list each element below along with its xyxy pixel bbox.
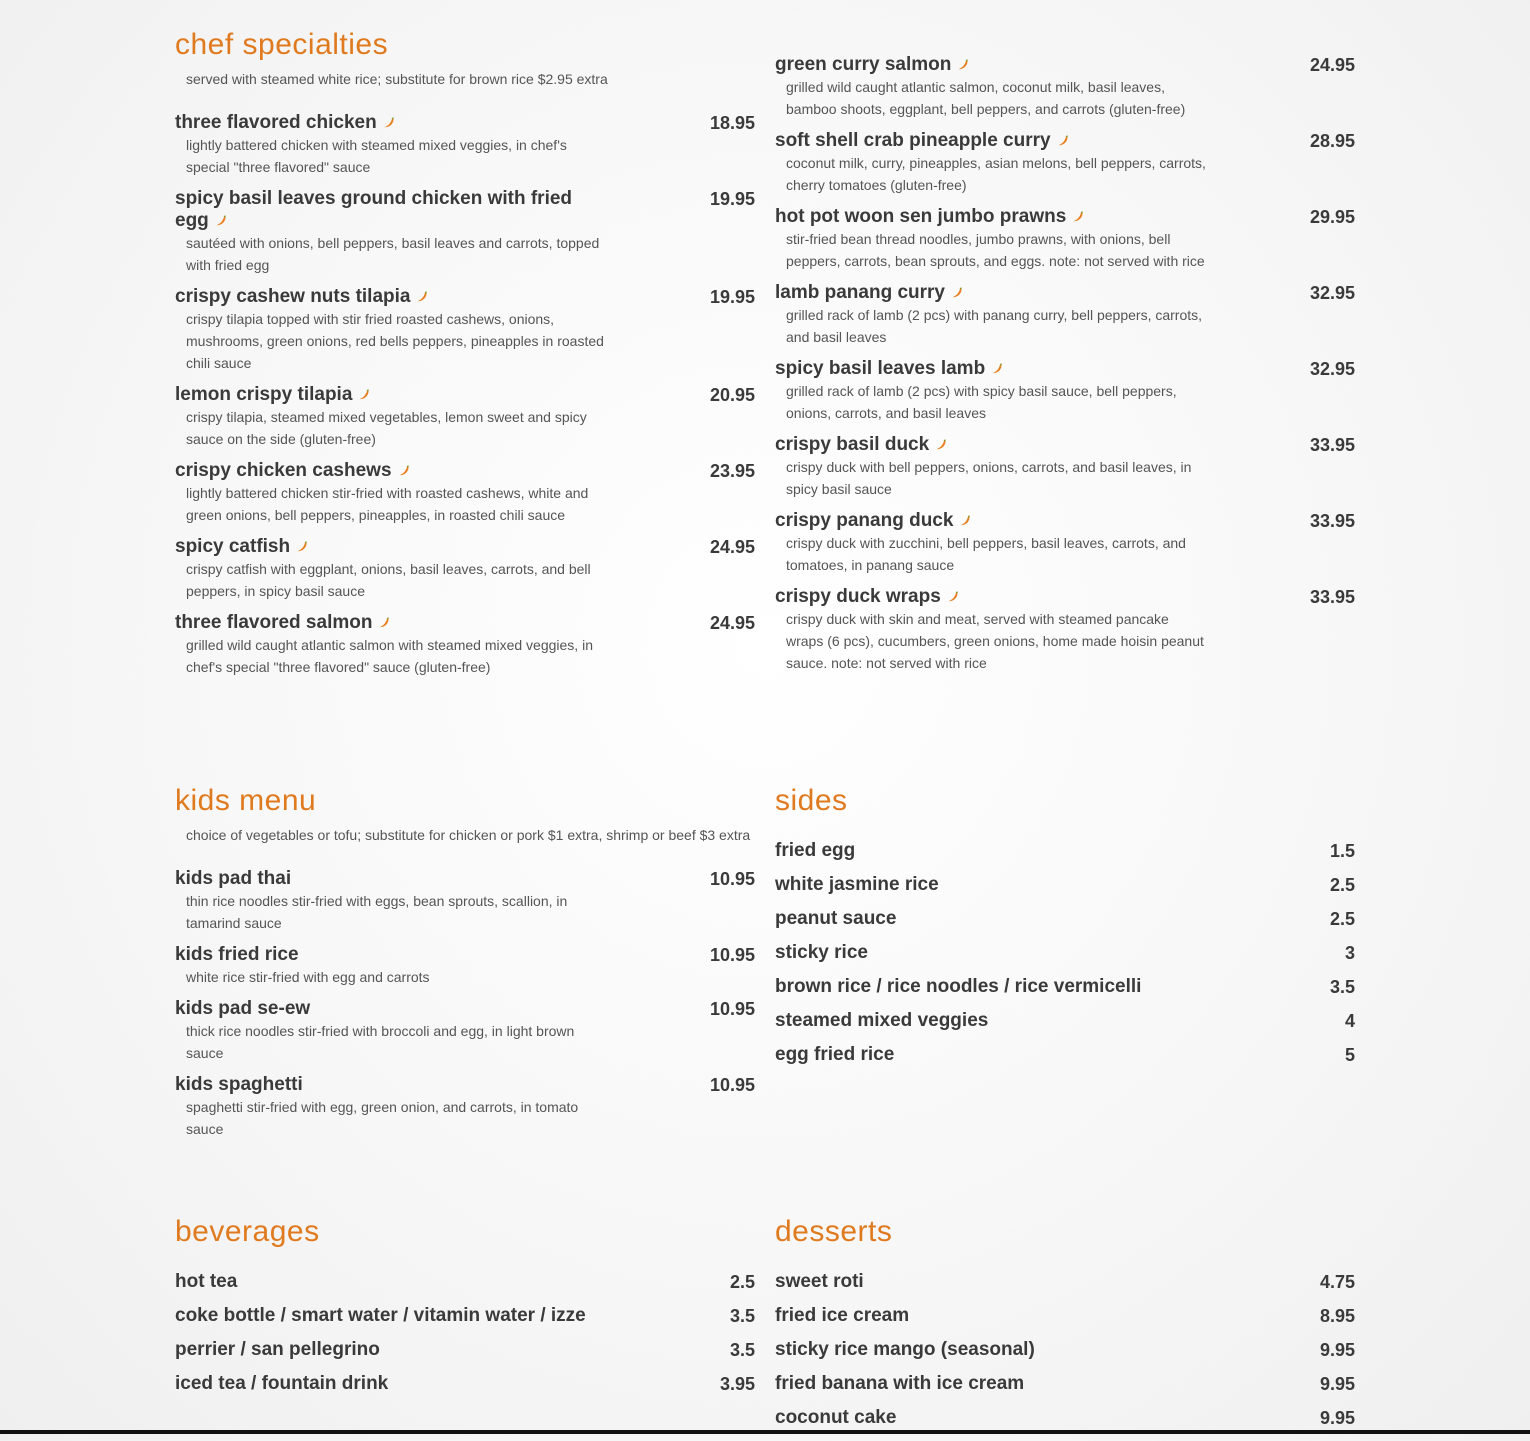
- menu-item-row: [775, 874, 1355, 896]
- chili-pepper-icon: [991, 359, 1003, 371]
- desserts-list: [775, 1271, 1355, 1429]
- menu-item-row: [175, 868, 755, 890]
- kids-menu-section: [175, 784, 755, 1150]
- menu-item-name: [775, 586, 959, 608]
- menu-item: [775, 1373, 1355, 1395]
- menu-item-name-text: fried banana with ice cream: [775, 1373, 1025, 1394]
- menu-item-description: grilled wild caught atlantic salmon with steamed mixed veggies, in chef's special "three flavored" sauce (gluten-free): [186, 637, 593, 675]
- menu-item-row: [175, 188, 755, 232]
- menu-item-price: 24.95: [709, 537, 755, 557]
- bottom-bar: [0, 1430, 1530, 1434]
- beverages-section: [175, 1215, 755, 1407]
- menu-item-name: [175, 944, 299, 966]
- menu-item-name-text: three flavored salmon: [175, 612, 373, 633]
- menu-item-row: [175, 384, 755, 406]
- menu-item-name-text: iced tea / fountain drink: [175, 1373, 389, 1394]
- menu-item-price: 3.95: [719, 1374, 755, 1394]
- menu-item-name-text: coconut cake: [775, 1407, 897, 1428]
- menu-item-row: [775, 1305, 1355, 1327]
- menu-item-name-text: crispy chicken cashews: [175, 460, 392, 481]
- menu-item-price: 28.95: [1309, 131, 1355, 151]
- menu-item-name-text: spicy catfish: [175, 536, 291, 557]
- menu-item-price: 3.5: [1329, 977, 1355, 997]
- menu-item: [175, 286, 755, 374]
- chili-pepper-icon: [935, 435, 947, 447]
- menu-item-price: 4.75: [1319, 1272, 1355, 1292]
- beverages-list: [175, 1271, 755, 1395]
- sides-list: [775, 840, 1355, 1066]
- menu-item: [175, 944, 755, 988]
- menu-item-name-text: spicy basil leaves lamb: [775, 358, 986, 379]
- menu-item-name-text: hot tea: [175, 1271, 238, 1292]
- menu-item-price: 9.95: [1319, 1340, 1355, 1360]
- menu-item-name: [775, 130, 1069, 152]
- menu-item-price: 10.95: [709, 999, 755, 1019]
- menu-item-price: 4: [1344, 1011, 1355, 1031]
- menu-item-name-text: coke bottle / smart water / vitamin water / izze: [175, 1305, 586, 1326]
- menu-item-price: 18.95: [709, 113, 755, 133]
- menu-item-name-text: lemon crispy tilapia: [175, 384, 353, 405]
- menu-item-row: [175, 536, 755, 558]
- menu-item-name-text: hot pot woon sen jumbo prawns: [775, 206, 1067, 227]
- menu-item-name-text: peanut sauce: [775, 908, 897, 929]
- menu-item-price: 5: [1344, 1045, 1355, 1065]
- menu-item-row: [175, 112, 755, 134]
- menu-item: [175, 1305, 755, 1327]
- menu-item-description: sautéed with onions, bell peppers, basil leaves and carrots, topped with fried egg: [186, 235, 600, 273]
- menu-item-name: [175, 612, 390, 634]
- menu-item-price: 24.95: [709, 613, 755, 633]
- menu-item: [175, 460, 755, 526]
- menu-item-price: 9.95: [1319, 1408, 1355, 1428]
- menu-item-name-text: three flavored chicken: [175, 112, 377, 133]
- menu-item-row: [775, 1407, 1355, 1429]
- menu-item-row: [775, 1373, 1355, 1395]
- menu-item: [175, 188, 755, 276]
- menu-item-price: 33.95: [1309, 587, 1355, 607]
- menu-item-name: [775, 54, 969, 76]
- menu-item-name: [775, 908, 896, 930]
- desserts-section: [775, 1215, 1355, 1441]
- menu-item: [175, 868, 755, 934]
- menu-item: [775, 1407, 1355, 1429]
- menu-item-name-text: soft shell crab pineapple curry: [775, 130, 1051, 151]
- menu-item-name-text: brown rice / rice noodles / rice vermicelli: [775, 976, 1142, 997]
- menu-item-name-text: sticky rice: [775, 942, 868, 963]
- menu-item-name: [775, 1044, 894, 1066]
- menu-item-description: thin rice noodles stir-fried with eggs, bean sprouts, scallion, in tamarind sauce: [186, 893, 568, 931]
- chili-pepper-icon: [383, 113, 395, 125]
- menu-item-row: [775, 434, 1355, 456]
- menu-item-row: [175, 612, 755, 634]
- menu-item-description: crispy tilapia topped with stir fried roasted cashews, onions, mushrooms, green onions, red bells peppers, pineapples in roasted chili sauce: [186, 311, 604, 371]
- menu-item-row: [775, 510, 1355, 532]
- menu-item-row: [175, 998, 755, 1020]
- menu-item-row: [775, 908, 1355, 930]
- chili-pepper-icon: [947, 587, 959, 599]
- menu-item-description: crispy tilapia, steamed mixed vegetables, lemon sweet and spicy sauce on the side (gluten-free): [186, 409, 587, 447]
- menu-item-price: 10.95: [709, 945, 755, 965]
- menu-item-name-text: kids spaghetti: [175, 1074, 303, 1095]
- menu-item: [775, 976, 1355, 998]
- menu-item: [775, 1010, 1355, 1032]
- chef-specialties-list-1: [175, 112, 755, 678]
- menu-item-price: 3: [1344, 943, 1355, 963]
- menu-item: [775, 510, 1355, 576]
- menu-item-name: [175, 1373, 388, 1395]
- menu-item-description: grilled rack of lamb (2 pcs) with spicy basil sauce, bell peppers, onions, carrots, and basil leaves: [786, 383, 1177, 421]
- menu-item-description: spaghetti stir-fried with egg, green onion, and carrots, in tomato sauce: [186, 1099, 579, 1137]
- menu-item-price: 10.95: [709, 869, 755, 889]
- menu-item-row: [175, 1074, 755, 1096]
- menu-item: [775, 874, 1355, 896]
- chili-pepper-icon: [957, 55, 969, 67]
- menu-item-name: [775, 1407, 896, 1429]
- menu-item-price: 32.95: [1309, 359, 1355, 379]
- menu-item-price: 3.5: [729, 1306, 755, 1326]
- menu-item: [775, 54, 1355, 120]
- chili-pepper-icon: [951, 283, 963, 295]
- chili-pepper-icon: [416, 287, 428, 299]
- menu-item-row: [175, 1271, 755, 1293]
- menu-item-name: [175, 1305, 586, 1327]
- section-note: served with steamed white rice; substitute for brown rice $2.95 extra: [186, 71, 608, 87]
- menu-item-description: lightly battered chicken stir-fried with roasted cashews, white and green onions, bell peppers, pineapples, in roasted chili sauce: [186, 485, 589, 523]
- menu-item-row: [775, 976, 1355, 998]
- menu-item-price: 24.95: [1309, 55, 1355, 75]
- menu-item-name-text: kids pad thai: [175, 868, 292, 889]
- menu-item-name: [775, 840, 855, 862]
- menu-item: [175, 1373, 755, 1395]
- chef-specialties-section-continued: [775, 54, 1355, 684]
- section-title: desserts: [775, 1215, 893, 1248]
- chili-pepper-icon: [959, 511, 971, 523]
- menu-item-name-text: crispy basil duck: [775, 434, 930, 455]
- menu-item-row: [775, 358, 1355, 380]
- menu-item-price: 19.95: [709, 287, 755, 307]
- kids-menu-list: [175, 868, 755, 1140]
- menu-item-price: 20.95: [709, 385, 755, 405]
- menu-item-price: 23.95: [709, 461, 755, 481]
- menu-item: [775, 1339, 1355, 1361]
- chef-specialties-section: [175, 28, 755, 688]
- section-note: choice of vegetables or tofu; substitute for chicken or pork $1 extra, shrimp or beef $3 extra: [186, 827, 751, 843]
- menu-item-description: grilled wild caught atlantic salmon, coconut milk, basil leaves, bamboo shoots, eggplant, bell peppers, and carrots (gluten-free): [786, 79, 1186, 117]
- menu-item-name: [775, 510, 971, 532]
- menu-item: [775, 908, 1355, 930]
- menu-item-name-text: white jasmine rice: [775, 874, 939, 895]
- menu-item-description: crispy duck with zucchini, bell peppers, basil leaves, carrots, and tomatoes, in panang sauce: [786, 535, 1186, 573]
- menu-item: [775, 586, 1355, 674]
- menu-item-row: [775, 586, 1355, 608]
- menu-item: [775, 1305, 1355, 1327]
- menu-item-name-text: spicy basil leaves ground chicken with fried egg: [175, 188, 573, 231]
- menu-item-price: 2.5: [1329, 875, 1355, 895]
- menu-item-name: [775, 874, 939, 896]
- menu-item-row: [775, 840, 1355, 862]
- menu-item: [775, 942, 1355, 964]
- menu-item-price: 10.95: [709, 1075, 755, 1095]
- menu-item: [775, 840, 1355, 862]
- menu-item-name: [175, 1271, 237, 1293]
- menu-item-name: [775, 1373, 1024, 1395]
- menu-item-name-text: crispy duck wraps: [775, 586, 941, 607]
- chili-pepper-icon: [398, 461, 410, 473]
- menu-item: [775, 282, 1355, 348]
- menu-item-row: [775, 282, 1355, 304]
- section-title: kids menu: [175, 784, 317, 817]
- menu-item-row: [175, 1305, 755, 1327]
- menu-item-row: [775, 54, 1355, 76]
- menu-item-name: [775, 1010, 988, 1032]
- menu-item-price: 1.5: [1329, 841, 1355, 861]
- menu-item-description: white rice stir-fried with egg and carrots: [186, 969, 430, 985]
- menu-item-price: 33.95: [1309, 435, 1355, 455]
- menu-item-description: crispy duck with skin and meat, served with steamed pancake wraps (6 pcs), cucumbers, green onions, home made hoisin peanut sauce. note: not served with rice: [786, 611, 1204, 671]
- menu-item-name-text: kids pad se-ew: [175, 998, 311, 1019]
- menu-item-name: [175, 998, 310, 1020]
- menu-item: [775, 434, 1355, 500]
- menu-item: [175, 1339, 755, 1361]
- menu-item-row: [175, 1373, 755, 1395]
- menu-item-row: [175, 1339, 755, 1361]
- menu-item: [775, 206, 1355, 272]
- menu-item-name: [775, 1271, 864, 1293]
- menu-item-name: [175, 536, 308, 558]
- menu-item-row: [175, 460, 755, 482]
- menu-item-name: [775, 1305, 909, 1327]
- menu-item-name: [175, 384, 370, 406]
- menu-item-row: [775, 1010, 1355, 1032]
- menu-item-name: [175, 1339, 380, 1361]
- menu-item-row: [775, 942, 1355, 964]
- menu-item-name-text: lamb panang curry: [775, 282, 945, 303]
- menu-item-name: [775, 434, 947, 456]
- menu-item-name: [175, 188, 605, 232]
- menu-item-description: thick rice noodles stir-fried with broccoli and egg, in light brown sauce: [186, 1023, 575, 1061]
- menu-item: [775, 358, 1355, 424]
- menu-item-row: [775, 130, 1355, 152]
- menu-item-name-text: steamed mixed veggies: [775, 1010, 989, 1031]
- menu-item-price: 2.5: [1329, 909, 1355, 929]
- menu-item-name: [775, 206, 1084, 228]
- menu-item-price: 29.95: [1309, 207, 1355, 227]
- menu-item-price: 3.5: [729, 1340, 755, 1360]
- menu-item-name: [775, 358, 1003, 380]
- menu-item-name-text: crispy cashew nuts tilapia: [175, 286, 411, 307]
- menu-item-name-text: sweet roti: [775, 1271, 864, 1292]
- menu-item: [175, 612, 755, 678]
- menu-item-name-text: fried egg: [775, 840, 856, 861]
- menu-item-description: lightly battered chicken with steamed mixed veggies, in chef's special "three flavored" sauce: [186, 137, 567, 175]
- chili-pepper-icon: [1057, 131, 1069, 143]
- section-title: beverages: [175, 1215, 320, 1248]
- menu-item-row: [775, 206, 1355, 228]
- chili-pepper-icon: [1072, 207, 1084, 219]
- menu-item-row: [775, 1271, 1355, 1293]
- menu-item-name: [175, 1074, 303, 1096]
- menu-item-price: 33.95: [1309, 511, 1355, 531]
- menu-item-name: [175, 868, 291, 890]
- section-title: chef specialties: [175, 28, 389, 61]
- menu-item: [175, 998, 755, 1064]
- menu-item-description: crispy duck with bell peppers, onions, carrots, and basil leaves, in spicy basil sauce: [786, 459, 1192, 497]
- menu-item-row: [175, 286, 755, 308]
- chili-pepper-icon: [378, 613, 390, 625]
- menu-item: [775, 1271, 1355, 1293]
- menu-item-row: [175, 944, 755, 966]
- menu-item: [775, 1044, 1355, 1066]
- menu-item-price: 9.95: [1319, 1374, 1355, 1394]
- chili-pepper-icon: [296, 537, 308, 549]
- menu-item-name-text: egg fried rice: [775, 1044, 895, 1065]
- menu-item: [175, 536, 755, 602]
- menu-item: [175, 384, 755, 450]
- chef-specialties-list-2: [775, 54, 1355, 674]
- menu-item-price: 8.95: [1319, 1306, 1355, 1326]
- menu-item: [175, 1271, 755, 1293]
- menu-item-row: [775, 1339, 1355, 1361]
- menu-item-name: [175, 286, 428, 308]
- menu-item-description: grilled rack of lamb (2 pcs) with panang curry, bell peppers, carrots, and basil leaves: [786, 307, 1203, 345]
- menu-item-description: stir-fried bean thread noodles, jumbo prawns, with onions, bell peppers, carrots, bean sprouts, and eggs. note: not served with rice: [786, 231, 1205, 269]
- menu-item-description: coconut milk, curry, pineapples, asian melons, bell peppers, carrots, cherry tomatoes (gluten-free): [786, 155, 1206, 193]
- menu-item-row: [775, 1044, 1355, 1066]
- menu-item: [175, 112, 755, 178]
- menu-item-name: [175, 460, 410, 482]
- menu-item-name-text: crispy panang duck: [775, 510, 954, 531]
- menu-item-name-text: fried ice cream: [775, 1305, 910, 1326]
- menu-item-price: 2.5: [729, 1272, 755, 1292]
- menu-item-name-text: perrier / san pellegrino: [175, 1339, 380, 1360]
- menu-item: [175, 1074, 755, 1140]
- menu-item-name-text: kids fried rice: [175, 944, 299, 965]
- menu-item-name: [775, 976, 1141, 998]
- menu-item-name: [775, 1339, 1035, 1361]
- menu-item-price: 32.95: [1309, 283, 1355, 303]
- menu-item-name: [775, 282, 963, 304]
- menu-item-description: crispy catfish with eggplant, onions, basil leaves, carrots, and bell peppers, in spicy basil sauce: [186, 561, 591, 599]
- menu-item-name: [175, 112, 395, 134]
- menu-item: [775, 130, 1355, 196]
- sides-section: [775, 784, 1355, 1078]
- menu-item-price: 19.95: [709, 189, 755, 209]
- menu-item-name-text: green curry salmon: [775, 54, 952, 75]
- menu-item-name: [775, 942, 868, 964]
- menu-item-name-text: sticky rice mango (seasonal): [775, 1339, 1035, 1360]
- section-title: sides: [775, 784, 848, 817]
- chili-pepper-icon: [215, 211, 227, 223]
- chili-pepper-icon: [358, 385, 370, 397]
